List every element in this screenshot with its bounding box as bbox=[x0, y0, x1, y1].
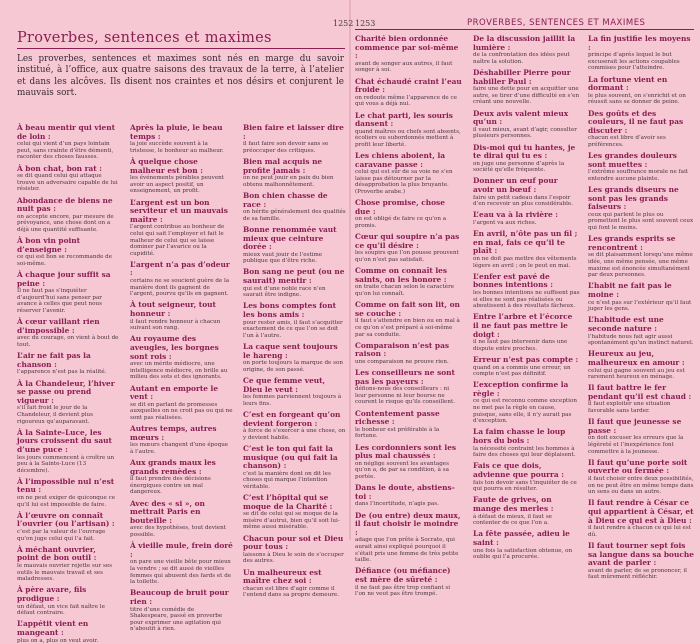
proverb-definition: les soupirs que l’on pousse prouvent qu’on n’est pas satisfait. bbox=[355, 250, 459, 263]
proverb-title: Il faut que jeunesse se passe : bbox=[588, 417, 682, 435]
proverb-entry bbox=[17, 165, 120, 193]
proverb-definition: l’habitude nous fait agir aussi spontanément qu’un instinct naturel. bbox=[588, 333, 694, 347]
proverb-entry bbox=[17, 620, 120, 644]
proverb-entry bbox=[473, 144, 580, 174]
proverb-entry bbox=[473, 356, 580, 378]
proverb-entry bbox=[473, 428, 580, 458]
proverb-definition: on juge une personne d’après la société qu’elle fréquente. bbox=[473, 160, 565, 174]
proverb-entry bbox=[588, 384, 695, 414]
proverb-definition: quand on a commis une erreur, un compte n’est pas définitif. bbox=[473, 364, 571, 378]
proverb-title: Charité bien ordonnée commence par soi-même : bbox=[355, 34, 459, 61]
left-page-number: 1252 bbox=[333, 19, 354, 28]
proverb-entry bbox=[17, 237, 120, 267]
proverb-title: L’enfer est pavé de bonnes intentions : bbox=[473, 271, 553, 290]
proverb-definition: titre d’une comédie de Shakespeare, passé en proverbe pour exprimer une agitation qui n’aboutit à rien. bbox=[130, 606, 223, 633]
proverb-title: Bonne renommée vaut mieux que ceinture dorée : bbox=[243, 224, 337, 252]
proverb-entry bbox=[473, 273, 580, 310]
proverb-definition: il faut exploiter une situation favorable sans tarder. bbox=[588, 401, 671, 415]
proverb-definition: une comparaison ne prouve rien. bbox=[355, 358, 449, 365]
proverb-entry bbox=[243, 377, 346, 407]
page-title: Proverbes, sentences et maximes bbox=[17, 30, 272, 46]
proverb-definition: celui qui vient d’un pays lointain peut, sans crainte d’être démenti, raconter des choses fausses. bbox=[17, 141, 114, 161]
proverb-title: Bon chien chasse de race : bbox=[243, 190, 328, 209]
proverb-entry bbox=[17, 478, 120, 508]
proverb-entry bbox=[17, 271, 120, 315]
proverb-definition: les jours commencent à croître un peu à la Sainte-Luce (13 décembre). bbox=[17, 454, 115, 474]
proverb-entry bbox=[243, 124, 346, 154]
right-page-number: 1253 bbox=[355, 19, 376, 28]
proverb-definition: l’argent contribue au bonheur de celui qui sait l’employer et fait le malheur de celui qui se laisse dominer par l’avarice ou la cupidité. bbox=[130, 224, 225, 257]
proverb-definition: chacun est libre d’avoir ses préférences. bbox=[588, 135, 666, 148]
proverb-entry bbox=[473, 110, 580, 140]
proverb-entry bbox=[243, 268, 346, 298]
proverb-definition: on ne doit pas mettre des vêtements légers en avril ; on le peut en mai. bbox=[473, 256, 577, 269]
proverb-definition: il faut prendre des décisions énergiques contre un mal dangereux. bbox=[130, 476, 211, 496]
proverb-definition: ce qui est bon se recommande de soi-même. bbox=[17, 254, 113, 267]
proverb-entry bbox=[243, 343, 346, 373]
proverb-definition: il vaut mieux, avant d’agir, consulter plusieurs personnes. bbox=[473, 126, 577, 140]
proverb-title: Bon sang ne peut (ou ne saurait) mentir : bbox=[243, 267, 345, 286]
proverb-title: Comme on fait son lit, on se couche : bbox=[355, 300, 460, 318]
proverb-definition: il ne faut pas intervenir dans une dispute entre proches. bbox=[473, 339, 568, 352]
proverb-title: Au royaume des aveugles, les borgnes sont rois : bbox=[130, 334, 219, 361]
proverb-title: Cœur qui soupire n’a pas ce qu’il désire : bbox=[355, 232, 460, 250]
proverb-definition: il faut rendre à chacun ce qui lui est dû. bbox=[588, 525, 691, 538]
proverb-definition: fais ton devoir sans t’inquiéter de ce qui pourra en résulter. bbox=[473, 479, 577, 493]
proverb-entry bbox=[243, 192, 346, 222]
proverb-entry bbox=[588, 316, 695, 346]
proverb-entry bbox=[243, 411, 346, 441]
proverb-entry bbox=[588, 418, 695, 455]
proverb-entry bbox=[588, 282, 695, 312]
proverb-title: À père avare, fils prodigue : bbox=[17, 585, 87, 603]
proverb-title: À chaque jour suffit sa peine : bbox=[17, 270, 111, 288]
proverb-title: Chacun pour soi et Dieu pour tous : bbox=[243, 533, 344, 552]
right-column-2 bbox=[473, 34, 580, 561]
proverb-entry bbox=[588, 542, 695, 581]
proverb-title: Les chiens aboient, la caravane passe : bbox=[355, 151, 446, 169]
proverb-definition: on ne peut exiger de quiconque ce qu’il lui est impossible de faire. bbox=[17, 495, 116, 508]
proverb-entry bbox=[130, 158, 233, 195]
proverb-title: À vieille mule, frein doré : bbox=[130, 541, 233, 559]
proverb-title: Ce que femme veut, Dieu le veut : bbox=[243, 375, 326, 394]
proverb-entry bbox=[473, 230, 580, 269]
proverb-entry bbox=[355, 369, 462, 406]
proverb-entry bbox=[355, 484, 462, 508]
proverb-entry bbox=[243, 445, 346, 491]
proverb-title: Entre l’arbre et l’écorce il ne faut pas mettre le doigt : bbox=[473, 312, 573, 339]
proverb-entry bbox=[17, 124, 120, 161]
proverb-entry bbox=[473, 530, 580, 560]
right-column-3 bbox=[588, 34, 695, 581]
proverb-title: C’est l’hôpital qui se moque de la Charité : bbox=[243, 493, 333, 511]
proverb-definition: les mœurs changent d’une époque à l’autre. bbox=[130, 442, 229, 455]
proverb-definition: on traite chacun selon le caractère qu’on lui connaît. bbox=[355, 284, 455, 297]
proverb-title: Aux grands maux les grands remèdes : bbox=[130, 458, 216, 476]
proverb-entry bbox=[473, 35, 580, 65]
proverb-title: Dans le doute, abstiens-toi : bbox=[355, 483, 455, 501]
proverb-title: Beaucoup de bruit pour rien : bbox=[130, 588, 229, 606]
proverb-entry bbox=[473, 177, 580, 207]
proverb-definition: chacun est libre d’agir comme il l’entend dans sa propre demeure. bbox=[243, 585, 339, 599]
proverb-entry bbox=[588, 35, 695, 72]
proverb-entry bbox=[355, 152, 462, 196]
proverb-entry bbox=[588, 350, 695, 380]
proverb-definition: les bonnes intentions ne suffisent pas si elles ne sont pas réalisées ou aboutissent à des résultats fâcheux. bbox=[473, 289, 580, 310]
proverb-entry bbox=[130, 199, 233, 258]
proverb-title: Des goûts et des couleurs, il ne faut pas discuter : bbox=[588, 108, 684, 135]
proverb-title: À tout seigneur, tout honneur : bbox=[130, 300, 216, 319]
proverb-title: Heureux au jeu, malheureux en amour : bbox=[588, 349, 685, 367]
proverb-definition: faire un petit cadeau dans l’espoir d’en recevoir un plus considérable. bbox=[473, 194, 573, 208]
proverb-title: Déshabiller Pierre pour habiller Paul : bbox=[473, 67, 571, 86]
proverb-title: Les grands diseurs ne sont pas les grands faiseurs : bbox=[588, 185, 679, 212]
intro-paragraph: Les proverbes, sentences et maximes sont nés en marge du savoir institué, à l’office, aux quatre saisons des travaux de la terre, à l’atelier et dans les alcôves. Ils disent nos craintes et nos désirs et conjurent le mauvais sort. bbox=[17, 54, 344, 98]
proverb-title: Erreur n’est pas compte : bbox=[473, 354, 579, 364]
proverb-title: Il faut battre le fer pendant qu’il est chaud : bbox=[588, 383, 692, 401]
proverb-entry bbox=[243, 158, 346, 188]
proverb-title: À bon vin point d’enseigne : bbox=[17, 236, 81, 254]
proverb-entry bbox=[473, 69, 580, 106]
header-rule-right bbox=[355, 29, 694, 30]
proverb-definition: la nécessité contraint les hommes à faire des choses qui leur déplaisent. bbox=[473, 445, 576, 459]
proverb-title: Donner un œuf pour avoir un bœuf : bbox=[473, 176, 558, 195]
proverb-definition: avec des hypothèses, tout devient possible. bbox=[130, 525, 226, 539]
proverb-definition: se dit en parlant de promesses auxquelles on ne croit pas ou qui ne sont pas réalisées. bbox=[130, 401, 233, 421]
proverb-definition: plus on a, plus on veut avoir. bbox=[17, 637, 99, 644]
proverb-entry bbox=[243, 494, 346, 531]
proverb-definition: le bonheur est préférable à la fortune. bbox=[355, 426, 440, 440]
proverb-title: Après la pluie, le beau temps : bbox=[130, 123, 223, 141]
proverb-definition: on ne peut jouir en paix du bien obtenu malhonnêtement. bbox=[243, 175, 334, 188]
proverb-title: Comme on connaît les saints, on les honore : bbox=[355, 266, 448, 284]
proverb-definition: se dit plaisamment lorsqu’une même idée, une même pensée, une même maxime est énoncée simultanément par deux personnes. bbox=[588, 252, 693, 279]
proverb-entry bbox=[130, 335, 233, 381]
proverb-title: Avec des « si », on mettrait Paris en bouteille : bbox=[130, 498, 205, 525]
proverb-title: Dis-moi qui tu hantes, je te dirai qui tu es : bbox=[473, 142, 576, 161]
proverb-definition: la joie succède souvent à la tristesse, le bonheur au malheur. bbox=[130, 141, 224, 154]
proverb-title: La fête passée, adieu le saint : bbox=[473, 529, 570, 547]
proverb-definition: certains ne se soucient guère de la manière dont ils gagnent de l’argent, pourvu qu’ils en gagnent. bbox=[130, 278, 230, 298]
proverb-title: L’argent est un bon serviteur et un mauvais maître : bbox=[130, 197, 228, 224]
proverb-title: En avril, n’ôte pas un fil ; en mai, fais ce qu’il te plaît : bbox=[473, 229, 578, 256]
proverb-title: À la Chandeleur, l’hiver se passe ou prend vigueur : bbox=[17, 378, 115, 405]
proverb-definition: avant de songer aux autres, il faut songer à soi. bbox=[355, 60, 453, 74]
proverb-definition: celui qui est sûr de sa voie ne s’en laisse pas détourner par la désapprobation la plus bruyante. (Proverbe arabe.) bbox=[355, 169, 453, 196]
proverb-title: L’habit ne fait pas le moine : bbox=[588, 281, 672, 299]
proverb-entry bbox=[588, 459, 695, 496]
proverb-definition: principe d’après lequel le but excuserait les actions coupables commises pour l’atteindre. bbox=[588, 52, 680, 72]
proverb-entry bbox=[17, 197, 120, 234]
proverb-title: À bon chat, bon rat : bbox=[17, 163, 103, 173]
proverb-entry bbox=[243, 226, 346, 265]
proverb-definition: quand maîtres ou chefs sont absents, écoliers ou subordonnés mettent à profit leur liberté. bbox=[355, 128, 461, 148]
proverb-definition: on accepte encore, par mesure de prévoyance, une chose dont on a déjà une quantité suffisante. bbox=[17, 213, 114, 233]
proverb-definition: avant de parler, de se prononcer, il faut mûrement réfléchir. bbox=[588, 567, 687, 581]
proverb-definition: à force de s’exercer à une chose, on y devient habile. bbox=[243, 428, 346, 441]
proverb-definition: il faut s’attendre en bien ou en mal à ce qu’on s’est préparé à soi-même par sa conduite. bbox=[355, 318, 460, 338]
proverb-definition: il faut rendre honneur à chacun suivant son rang. bbox=[130, 318, 221, 332]
proverb-definition: ceux qui parlent le plus ou promettent le plus sont souvent ceux qui font le moins. bbox=[588, 211, 694, 232]
proverb-definition: on redoute même l’apparence de ce qui vous a déjà nui. bbox=[355, 94, 457, 108]
proverb-definition: on doit excuser les erreurs que la légèreté et l’inexpérience font commettre à la jeunesse. bbox=[588, 435, 684, 455]
proverb-entry bbox=[130, 385, 233, 422]
proverb-title: Contentement passe richesse : bbox=[355, 408, 440, 427]
proverb-definition: à défaut de mieux, il faut se contenter de ce que l’on a. bbox=[473, 513, 552, 527]
proverb-entry bbox=[588, 152, 695, 182]
proverb-definition: on pare une vieille bête pour mieux la vendre ; se dit aussi de vieilles femmes qui abusent des fards et de la toilette. bbox=[130, 559, 232, 586]
proverb-definition: il faut faire son devoir sans se préoccuper des critiques. bbox=[243, 141, 329, 154]
proverb-title: Bien mal acquis ne profite jamais : bbox=[243, 156, 323, 175]
proverb-title: L’argent n’a pas d’odeur : bbox=[130, 259, 230, 278]
proverb-definition: on porte toujours la marque de son origine, de son passé. bbox=[243, 360, 343, 373]
proverb-title: Deux avis valent mieux qu’un : bbox=[473, 108, 569, 127]
proverb-definition: celui qui gagne souvent au jeu est rarement heureux en ménage. bbox=[588, 367, 685, 381]
proverb-title: Il faut rendre à César ce qui appartient à César, et à Dieu ce qui est à Dieu : bbox=[588, 498, 694, 525]
proverb-definition: s’il fait froid le jour de la Chandeleur, il devient plus rigoureux qu’auparavant. bbox=[17, 405, 94, 425]
proverb-title: De la discussion jaillit la lumière : bbox=[473, 34, 576, 52]
proverb-entry bbox=[355, 112, 462, 149]
proverb-title: Il faut tourner sept fois sa langue dans sa bouche avant de parler : bbox=[588, 540, 694, 568]
proverb-definition: se dit de celui qui se moque de la misère d’autrui, bien qu’il soit lui-même aussi misérable. bbox=[243, 511, 340, 531]
proverb-title: L’eau va à la rivière : bbox=[473, 210, 559, 220]
proverb-entry bbox=[588, 76, 695, 106]
proverb-entry bbox=[588, 499, 695, 538]
proverb-definition: faire une dette pour en acquitter une autre, se tirer d’une difficulté en s’en créant une nouvelle. bbox=[473, 86, 580, 106]
proverb-definition: les femmes parviennent toujours à leurs fins. bbox=[243, 394, 342, 407]
proverb-title: La fin justifie les moyens : bbox=[588, 34, 691, 52]
proverb-definition: c’est par la valeur de l’ouvrage qu’on juge celui qui l’a fait. bbox=[17, 529, 106, 542]
proverb-entry bbox=[17, 512, 120, 542]
proverb-definition: qui est d’une noble race n’en saurait être indigne. bbox=[243, 285, 326, 299]
proverb-title: Il faut qu’une porte soit ouverte ou fermée : bbox=[588, 457, 688, 476]
proverb-title: La caque sent toujours le hareng : bbox=[243, 342, 338, 360]
running-header: PROVERBES, SENTENCES ET MAXIMES bbox=[467, 18, 646, 28]
proverb-definition: se dit quand celui qui attaque trouve un adversaire capable de lui résister. bbox=[17, 173, 118, 193]
proverb-entry bbox=[355, 199, 462, 229]
proverb-title: Faute de grives, on mange des merles : bbox=[473, 495, 554, 513]
proverb-entry bbox=[130, 542, 233, 586]
proverb-entry bbox=[243, 569, 346, 599]
proverb-title: Comparaison n’est pas raison : bbox=[355, 340, 450, 359]
title-rule bbox=[17, 48, 345, 49]
proverb-entry bbox=[355, 78, 462, 108]
proverb-entry bbox=[130, 425, 233, 455]
proverb-definition: c’est la manière dont on dit les choses qui marque l’intention véritable. bbox=[243, 470, 331, 490]
proverb-entry bbox=[355, 233, 462, 263]
proverb-entry bbox=[243, 535, 346, 565]
proverb-entry bbox=[588, 110, 695, 149]
proverb-entry bbox=[355, 267, 462, 297]
proverb-title: À la Sainte-Luce, les jours croissent du saut d’une puce : bbox=[17, 427, 112, 454]
proverb-title: Chat échaudé craint l’eau froide : bbox=[355, 76, 462, 95]
proverb-title: La faim chasse le loup hors du bois : bbox=[473, 427, 566, 446]
proverb-definition: défions-nous des conseilleurs : ni leur personne ni leur bourse ne courent le risque qu’ils conseillent. bbox=[355, 386, 455, 406]
proverb-title: Les cordonniers sont les plus mal chaussés : bbox=[355, 442, 457, 461]
proverb-entry bbox=[130, 261, 233, 298]
proverb-definition: de la confrontation des idées peut naître la solution. bbox=[473, 52, 570, 65]
proverb-title: Fais ce que dois, advienne que pourra : bbox=[473, 461, 564, 479]
proverb-entry bbox=[473, 462, 580, 492]
proverb-title: Les grands esprits se rencontrent : bbox=[588, 234, 676, 252]
proverb-definition: une fois la satisfaction obtenue, on oublie qui l’a procurée. bbox=[473, 547, 573, 561]
proverb-entry bbox=[17, 586, 120, 616]
proverb-title: Bien faire et laisser dire : bbox=[243, 123, 344, 141]
proverb-entry bbox=[355, 444, 462, 481]
proverb-entry bbox=[355, 301, 462, 338]
proverb-entry bbox=[473, 313, 580, 352]
proverb-title: Les bons comptes font les bons amis : bbox=[243, 301, 336, 320]
proverb-entry bbox=[355, 567, 462, 597]
proverb-definition: on néglige souvent les avantages qu’on a, de par sa condition, à sa portée. bbox=[355, 460, 449, 480]
proverb-definition: on est obligé de faire ce qu’on a promis. bbox=[355, 216, 447, 230]
proverb-title: Autant en emporte le vent : bbox=[130, 383, 219, 402]
proverb-definition: laissons à Dieu le soin de s’occuper des autres. bbox=[243, 551, 344, 565]
proverb-title: Défiance (ou méfiance) est mère de sûreté : bbox=[355, 566, 451, 584]
proverb-definition: ce qui est reconnu comme exception ne met pas la règle en cause, puisque, sans elle, il n’y aurait pas d’exception. bbox=[473, 398, 577, 425]
proverb-entry bbox=[130, 500, 233, 539]
proverb-definition: ce n’est pas sur l’extérieur qu’il faut juger les gens. bbox=[588, 299, 692, 313]
proverb-title: À l’impossible nul n’est tenu : bbox=[17, 476, 115, 495]
proverb-title: À quelque chose malheur est bon : bbox=[130, 156, 203, 175]
proverb-title: L’exception confirme la règle : bbox=[473, 380, 569, 398]
proverb-entry bbox=[473, 381, 580, 425]
proverb-definition: avec un mérite médiocre, une intelligence médiocre, on brille au milieu des sots et des ignorants. bbox=[130, 361, 228, 381]
proverb-title: Abondance de biens ne nuit pas : bbox=[17, 195, 113, 214]
proverb-definition: un défaut, un vice fait naître le défaut contraire. bbox=[17, 603, 105, 617]
proverb-title: L’appétit vient en mangeant : bbox=[17, 619, 89, 637]
proverb-definition: l’argent va aux riches. bbox=[473, 220, 537, 227]
proverb-definition: mieux vaut jouir de l’estime publique que d’être riche. bbox=[243, 251, 323, 265]
proverb-title: Un malheureux est maître chez soi : bbox=[243, 567, 322, 586]
proverb-definition: dans l’incertitude, n’agis pas. bbox=[355, 501, 439, 508]
proverb-title: L’habitude est une seconde nature : bbox=[588, 315, 664, 333]
proverb-title: Les conseilleurs ne sont pas les payeurs : bbox=[355, 368, 455, 386]
proverb-entry bbox=[130, 459, 233, 496]
proverb-definition: il faut choisir entre deux possibilités, on ne peut être en même temps dans un sens ou dans un autre. bbox=[588, 476, 694, 496]
proverb-title: C’est en forgeant qu’on devient forgeron : bbox=[243, 409, 341, 428]
proverb-entry bbox=[355, 512, 462, 564]
left-column-1 bbox=[17, 123, 120, 644]
proverb-title: Le chat parti, les souris dansent : bbox=[355, 110, 453, 129]
proverb-entry bbox=[355, 342, 462, 366]
proverb-entry bbox=[473, 496, 580, 526]
proverb-definition: l’extrême souffrance morale ne fait entendre aucune plainte. bbox=[588, 169, 688, 182]
proverb-title: À méchant ouvrier, point de bon outil : bbox=[17, 544, 97, 563]
proverb-entry bbox=[17, 352, 120, 376]
proverb-title: Chose promise, chose due : bbox=[355, 198, 445, 216]
proverb-title: De (ou entre) deux maux, il faut choisir le moindre : bbox=[355, 510, 461, 537]
left-column-3 bbox=[243, 123, 346, 599]
proverb-title: Autres temps, autres mœurs : bbox=[130, 424, 217, 442]
proverb-definition: les événements pénibles peuvent avoir un aspect positif, un enseignement, un profit. bbox=[130, 175, 224, 195]
proverb-entry bbox=[17, 546, 120, 583]
proverb-entry bbox=[130, 124, 233, 154]
proverb-entry bbox=[130, 301, 233, 331]
proverb-entry bbox=[473, 211, 580, 226]
proverb-entry bbox=[130, 589, 233, 633]
proverb-entry bbox=[243, 302, 346, 339]
proverb-title: L’air ne fait pas la chanson : bbox=[17, 351, 91, 369]
proverb-title: À beau mentir qui vient de loin : bbox=[17, 123, 116, 141]
proverb-definition: le mauvais ouvrier rejette sur ses outils le mauvais travail et ses maladresses. bbox=[17, 563, 112, 583]
proverb-title: À l’œuvre on connaît l’ouvrier (ou l’artisan) : bbox=[17, 510, 115, 529]
proverb-definition: adage que l’on prête à Socrate, qui aurait ainsi expliqué pourquoi il s’était pris une femme de très petite taille. bbox=[355, 537, 459, 564]
proverb-definition: on hérite généralement des qualités de sa famille. bbox=[243, 209, 346, 222]
right-column-1 bbox=[355, 34, 462, 598]
left-column-2 bbox=[130, 123, 233, 633]
proverb-definition: il ne faut pas être trop confiant si l’on ne veut pas être trompé. bbox=[355, 584, 451, 598]
proverb-definition: l’apparence n’est pas la réalité. bbox=[17, 369, 107, 376]
proverb-entry bbox=[17, 380, 120, 426]
proverb-definition: Il ne faut pas s’inquiéter d’aujourd’hui sans penser par avance à celles que peut nous réserver l’avenir. bbox=[17, 288, 102, 315]
proverb-entry bbox=[588, 235, 695, 279]
proverb-title: À cœur vaillant rien d’impossible : bbox=[17, 317, 100, 335]
proverb-entry bbox=[355, 35, 462, 74]
proverb-title: La fortune vient en dormant : bbox=[588, 74, 668, 93]
proverb-entry bbox=[588, 186, 695, 232]
proverb-entry bbox=[17, 318, 120, 348]
proverb-title: C’est le ton qui fait la musique (ou qui fait la chanson) : bbox=[243, 443, 338, 471]
page-gutter bbox=[349, 0, 351, 540]
proverb-definition: pour rester amis, il faut s’acquitter exactement de ce que l’on se doit l’un à l’autre. bbox=[243, 319, 343, 339]
proverb-entry bbox=[355, 410, 462, 440]
proverb-definition: avec du courage, on vient à bout de tout. bbox=[17, 335, 119, 348]
proverb-title: Les grandes douleurs sont muettes : bbox=[588, 151, 677, 169]
proverb-definition: le plus souvent, on s’enrichit et on réussit sans se donner de peine. bbox=[588, 92, 686, 106]
proverb-entry bbox=[17, 429, 120, 475]
